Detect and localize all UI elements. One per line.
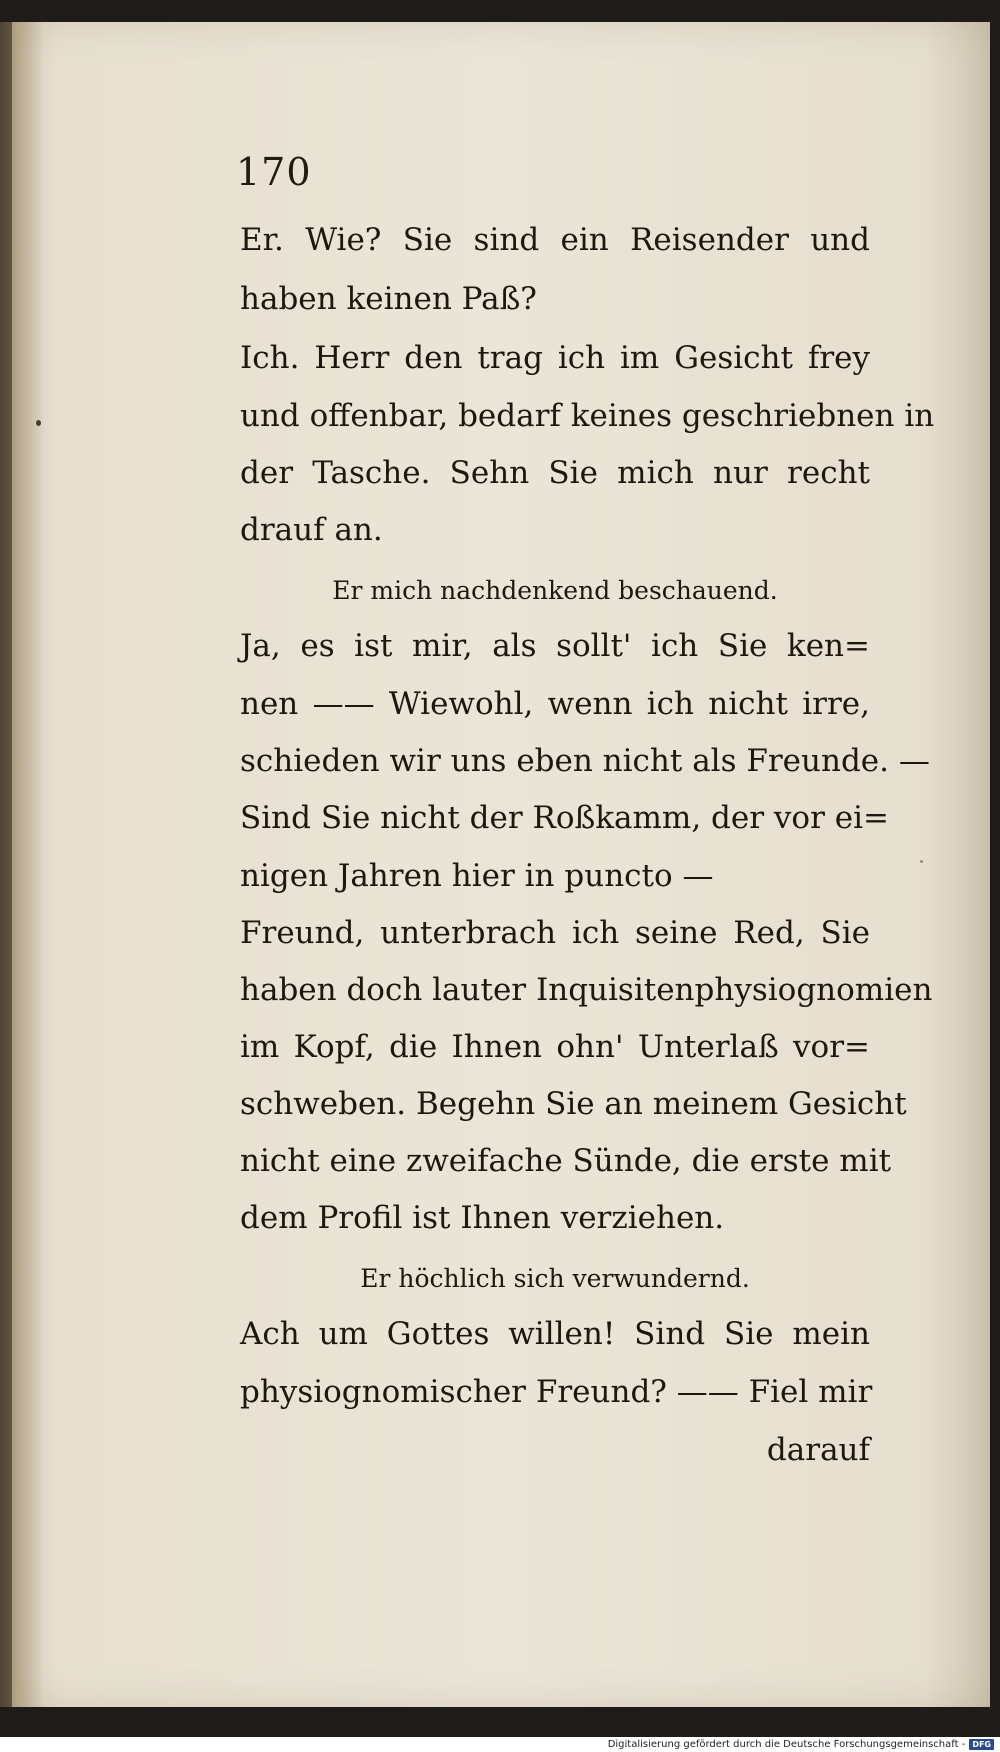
text-line: Ich. Herr den trag ich im Gesicht frey xyxy=(240,340,870,376)
text-line: nen —— Wiewohl, wenn ich nicht irre, xyxy=(240,686,870,722)
digitization-credit xyxy=(608,1737,994,1752)
paper-speck xyxy=(920,860,923,863)
text-line: Sind Sie nicht der Roßkamm, der vor ei= xyxy=(240,800,889,836)
text-line: Freund, unterbrach ich seine Red, Sie xyxy=(240,915,870,951)
dfg-logo-icon[interactable]: DFG xyxy=(969,1739,994,1750)
text-line: und offenbar, bedarf keines geschriebnen in xyxy=(240,398,935,434)
scan-bottom-border xyxy=(0,1707,1000,1737)
text-line: der Tasche. Sehn Sie mich nur recht xyxy=(240,455,870,491)
text-line: haben keinen Paß? xyxy=(240,281,537,317)
text-line: Er. Wie? Sie sind ein Reisender und xyxy=(240,222,870,258)
scan-top-border xyxy=(0,0,1000,22)
text-line: haben doch lauter Inquisitenphysiognomien xyxy=(240,972,933,1008)
text-line: nicht eine zweifache Sünde, die erste mit xyxy=(240,1143,892,1179)
paper-speck xyxy=(36,420,41,426)
text-line: Ach um Gottes willen! Sind Sie mein xyxy=(240,1316,870,1352)
stage-direction: Er mich nachdenkend beschauend. xyxy=(332,576,778,605)
credit-text: Digitalisierung gefördert durch die Deutsche Forschungsgemeinschaft - xyxy=(607,1739,966,1750)
text-line: schieden wir uns eben nicht als Freunde. — xyxy=(240,743,930,779)
text-line: drauf an. xyxy=(240,512,383,548)
text-line: physiognomischer Freund? —— Fiel mir xyxy=(240,1374,873,1410)
text-line: im Kopf, die Ihnen ohn' Unterlaß vor= xyxy=(240,1029,870,1065)
text-line: nigen Jahren hier in puncto — xyxy=(240,858,714,894)
stage-direction: Er höchlich sich verwundernd. xyxy=(360,1264,750,1293)
catchword: darauf xyxy=(766,1432,870,1468)
text-line: dem Profil ist Ihnen verziehen. xyxy=(240,1200,725,1236)
page-gutter-shadow xyxy=(0,22,44,1707)
text-line: schweben. Begehn Sie an meinem Gesicht xyxy=(240,1086,907,1122)
scan-right-border xyxy=(990,22,1000,1722)
page-number: 170 xyxy=(236,150,312,194)
text-line: Ja, es ist mir, als sollt' ich Sie ken= xyxy=(240,628,870,664)
